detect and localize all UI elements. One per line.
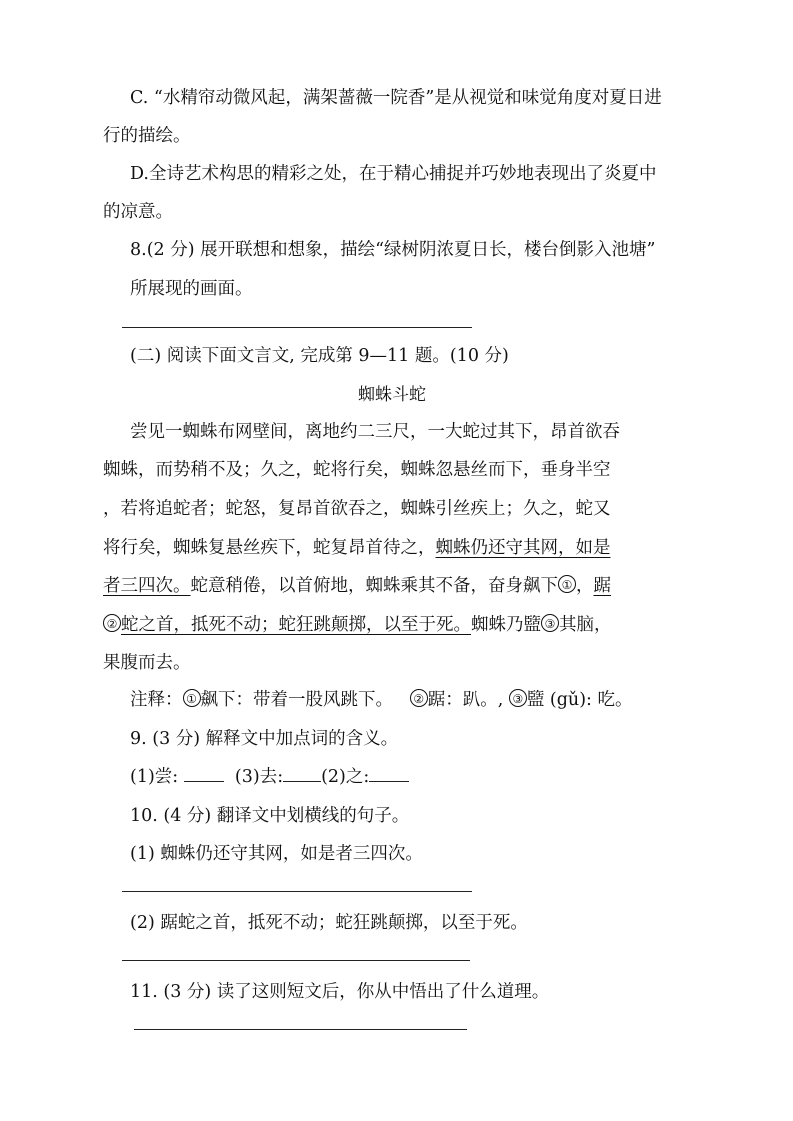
passage-title: 蜘蛛斗蛇 xyxy=(358,385,426,405)
q7-option-d-line1: D.全诗艺术构思的精彩之处，在于精心捕捉并巧妙地表现出了炎夏中 xyxy=(130,164,657,184)
passage-line-1: 尝见一蜘蛛布网壁间，离地约二三尺，一大蛇过其下，昂首欲吞 xyxy=(130,422,620,442)
q9-items xyxy=(130,765,409,789)
q8-prompt-line2: 所展现的画面。 xyxy=(130,279,253,299)
passage-line-6-end: 其脑， xyxy=(559,615,612,635)
q11-answer-line[interactable] xyxy=(134,1029,467,1030)
q9-prompt: 9. (3 分) 解释文中加点词的含义。 xyxy=(130,729,399,749)
passage-line-3: ，若将追蛇者；蛇怒，复昂首欲吞之，蜘蛛引丝疾上；久之，蛇又 xyxy=(103,499,611,519)
q8-prompt-line1: 8.(2 分) 展开联想和想象，描绘“绿树阴浓夏日长，楼台倒影入池塘” xyxy=(130,240,656,260)
passage-line-6 xyxy=(103,613,612,637)
passage-line-5 xyxy=(103,574,611,598)
footnote-marker-1: ① xyxy=(558,575,576,593)
footnote-marker-2: ② xyxy=(103,614,121,632)
underlined-sentence-1-part1: 蜘蛛仍还守其网，如是 xyxy=(435,538,611,558)
q7-option-c-line1: C. “水精帘动微风起，满架蔷薇一院香”是从视觉和味觉角度对夏日进 xyxy=(130,88,662,108)
note-marker-1: ① xyxy=(183,689,201,707)
note-marker-2: ② xyxy=(410,689,428,707)
passage-line-4 xyxy=(103,536,611,560)
footnotes-prefix: 注释： xyxy=(130,690,183,710)
passage-line-6-text: 蜘蛛乃盬 xyxy=(471,615,541,635)
passage-line-7: 果腹而去。 xyxy=(103,653,191,673)
section2-heading: (二) 阅读下面文言文, 完成第 9—11 题。(10 分) xyxy=(130,346,509,366)
q9-blank-3[interactable] xyxy=(283,765,321,782)
q9-blank-2[interactable] xyxy=(369,765,409,782)
q10-sentence-1: (1) 蜘蛛仍还守其网，如是者三四次。 xyxy=(130,844,423,864)
q7-option-d-line2: 的凉意。 xyxy=(103,202,173,222)
note-marker-3: ③ xyxy=(509,689,527,707)
underlined-sentence-2-part1: 踞 xyxy=(593,576,611,596)
note-3-text: 盬 (gǔ): 吃。 xyxy=(526,690,633,710)
q11-prompt: 11. (3 分) 读了这则短文后，你从中悟出了什么道理。 xyxy=(130,982,550,1002)
passage-line-2: 蜘蛛，而势稍不及；久之，蛇将行矣，蜘蛛忽悬丝而下，垂身半空 xyxy=(103,460,611,480)
note-2-text: 踞：趴。, xyxy=(427,690,504,710)
underlined-sentence-2-text: 蛇之首，抵死不动；蛇狂跳颠掷，以至于死。 xyxy=(121,615,471,635)
footnote-marker-3: ③ xyxy=(541,614,559,632)
underlined-sentence-1-part2: 者三四次。 xyxy=(103,576,191,596)
underlined-sentence-2-part2 xyxy=(103,615,471,635)
passage-line-5-text: 蛇意稍倦，以首俯地，蜘蛛乘其不备，奋身飙下 xyxy=(190,576,558,596)
q9-item-1-label: (1)尝: xyxy=(130,767,179,787)
passage-line-4-text: 将行矣，蜘蛛复悬丝疾下，蛇复昂首待之， xyxy=(103,538,436,558)
passage-line-5-comma: ， xyxy=(576,576,594,596)
note-1-text: 飙下：带着一股风跳下。 xyxy=(200,690,393,710)
q7-option-c-line2: 行的描绘。 xyxy=(103,126,191,146)
q10-answer-line-1[interactable] xyxy=(122,891,472,892)
footnotes xyxy=(130,688,633,712)
q10-prompt: 10. (4 分) 翻译文中划横线的句子。 xyxy=(130,806,410,826)
q9-blank-1[interactable] xyxy=(184,765,224,782)
q10-sentence-2: (2) 踞蛇之首，抵死不动；蛇狂跳颠掷，以至于死。 xyxy=(130,913,528,933)
q8-answer-line[interactable] xyxy=(122,327,472,328)
q9-item-2-label: (2)之: xyxy=(321,767,370,787)
q10-answer-line-2[interactable] xyxy=(122,960,470,961)
q9-item-3-label: (3)去: xyxy=(234,767,284,787)
